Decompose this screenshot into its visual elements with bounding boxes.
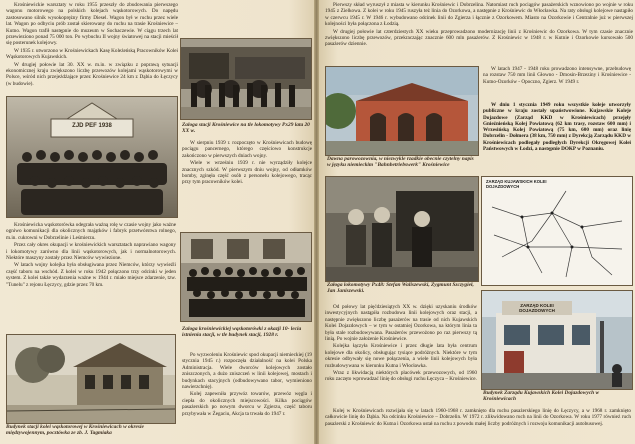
left-page bbox=[0, 0, 314, 444]
building-sign: ZARZĄD KOLEI DOJAZDOWYCH bbox=[519, 303, 555, 313]
paragraph: W latach wojny kolejka była obsługiwana przez Niemców, którzy wywieźli część taboru na wschód. Z kolei w roku 1942 połączono trzy odcinki w jeden system. Z kolei także wydarzenia ważne w 1944 r. miało miejsce zdarzenie, tzw. "Tunelu" z rejonu Łęczycy, gdzie przez 70 km. bbox=[6, 262, 176, 288]
paragraph: Od połowy lat pięćdziesiątych XX w. dzięki uzyskaniu środków inwestycyjnych nastąpiła rozbudowa linii kolejowych oraz stacji, a następnie zwiększono liczbę pasażerów na trasie od nich Kujawskich Kolei Dojazdowych – w tym w ostatniej Ozorkowa, na którym linia ta była stale rozbudowywana. Pasażerów przewożono po raz pierwszy tą linią. Po wojnie założenie Krośniewice. bbox=[325, 304, 477, 343]
caption-depot: Dawna parowozownia, w niezwykle rzadkie obecnie czytelny napis w języku niemieckim "Bahnbetriebswerk" Krośniewice bbox=[327, 156, 474, 169]
right-text-block-4 bbox=[325, 408, 631, 444]
left-text-block-2 bbox=[182, 140, 312, 224]
paragraph: W latach 1947 - 1948 roku prowadzono intensywne, przebudowę na rozstaw 750 mm linii Głowno - Dmosin-Brzeziny i Krośniewice - Kutno-Ozorków - Opoczno, Zgierz. W 1949 r. bbox=[483, 66, 631, 85]
paragraph: W drugiej połowie lat czterdziestych XX wieku przeprowadzono modernizację linii z Krośniewic do Ozorkowa. W tym czasie znacznie zwiększono liczbę przewozów, przekraczając znacznie 600 mln pasażerów. Z Krośniewic w 1948 r. w Kutnie i Ozorkowie kursowało 500 pasażerów dziennie. bbox=[325, 28, 633, 48]
locomotive-px48-crew-photo bbox=[325, 176, 479, 282]
paragraph: Wraz z likwidacją niektórych placówek przewozowych, od 1960 roku zaczęto wprowadzać linię do obsługi ruchu Łęczyca – Krośniewice. bbox=[325, 370, 477, 383]
banner-text: ZJD PEF 1938 bbox=[72, 123, 112, 129]
staff-group-photo bbox=[6, 96, 178, 218]
paragraph: Krośniewicka wąskotorówka odegrała ważną rolę w czasie wojny jako ważne ogniwo komunikacji dla okolicznych majątków i fabryk przetwórstwa rolnego, m.in. cukrowni w Dobrzelinie i Leśmierzu. bbox=[6, 222, 176, 241]
railway-network-map bbox=[481, 176, 633, 286]
paragraph: W 1935 r. utworzono w Krośniewickach Kasę Koleżeńską Pracowników Kolei Wąskotorowych Kujawskich. bbox=[6, 47, 178, 61]
caption-px48-crew: Załoga lokomotywy Px48: Stefan Waliszewski, Zygmunt Szczygieł, Jan Janiszewski. bbox=[327, 282, 474, 295]
paragraph: Pierwszy skład wyruszył z miasta w kierunku Krośniewic i Dobrzelina. Natomiast ruch pociągów pasażerskich wznowiono po wojnie w roku 1945 z Zielkowa. Z kolei w roku 1945 ruszyła też linia do Ozorkowa, a następnie z Krośniewic do Włocławka. Na raty obsługi kolejowe nastąpiło w czerwcu 1945 r. W 1946 r. wybudowano odcinek linii do Zgierza i łącznie z Ozorkowem. Miasto na Ozorkowie i Centralnie już w pierwszej kolejności była połączona z Łodzią. bbox=[325, 2, 633, 28]
left-text-block-3 bbox=[6, 222, 176, 330]
caption-locomotive-crew: Zaloga stacji Krośniewice na tle lokomotywy Px29 lata 20 XX w. bbox=[182, 122, 310, 135]
paragraph: Po wyzwoleniu Krośniewic spod okupacji niemieckiej (19 stycznia 1945 r.) rozpoczęła działalność na kolei Polska Administracja. Wiele dworców kolejowych zostało zniszczonych, a dużo zniszczeń w linii kolejowej, mostach i budynkach stacyjnych (odbudowywano tabor, wymieniono nawierzchnię). bbox=[182, 352, 312, 391]
management-building-photo bbox=[481, 290, 633, 390]
station-building-photo bbox=[6, 334, 176, 424]
anniversary-group-photo bbox=[180, 232, 312, 322]
locomotive-depot-photo bbox=[325, 66, 479, 156]
caption-station-building: Budynek stacji kolei wąskotorowej w Krośniewicach w okresie międzywojennym, pocztówka ze zb. J. Tagmiaka bbox=[6, 424, 144, 437]
paragraph: Wiele w wrześniu 1939 r. nie wyrządziły kolejce znacznych szkód. W pierwszym dniu wojny, od odłamków bomby, zginęła część osób z personelu kolejowego, tracąc przy tym pracowników kolei. bbox=[182, 160, 312, 186]
paragraph: Kolej zapewniła przywóz towarów, przewóz węgla i ciepła do okolicznych miejscowości. Kilka pociągów pasażerskich po nowym dworcu w Zgierzu, część taboru przybywała w Żegaciu, Akcja ta trwała do 1947 r. bbox=[182, 391, 312, 417]
locomotive-crew-photo bbox=[180, 38, 312, 120]
right-page bbox=[319, 0, 635, 444]
paragraph: Kolejka łączyła Krośniewice i przez długie lata była centrum kolejowe dla okolicy, obsługując tysiące podróżnych. Niektóre w tym okresie odbywały się nowe połączenia, a wiele linii kolejowych była rozbudowywana w kierunku Kutna i Włocławka. bbox=[325, 343, 477, 369]
paragraph: Krośniewickie warsztaty w roku 1955 przeszły do zbudowania pierwszego wagonu motorowego na polskich kolejach wąskotorowych. Do napędu zastosowano silnik wysokoprężny firmy Diesel. Wagon był w ruchu przez wiele lat. Wagon po odbyciu prób został skierowany do ruchu na trasie Krośniewice – Kutno. Wagon trafił następnie do muzeum w Sochaczewie. W ciągu trzech lat przewieziono ponad 75 000 ton. Po wybuchu II wojny światowej na stacji mieścił się posterunek kolejowy. bbox=[6, 2, 178, 47]
right-text-block-3 bbox=[325, 304, 477, 408]
map-title: ZARZĄD KUJAWSKICH KOLEI DOJAZDOWYCH bbox=[486, 179, 547, 189]
paragraph: W sierpniu 1939 r. rozpoczęto w Krośniewicach budowę pociągu pancernego, którego częściowo konstrukcje zakończono w pierwszych dniach wojny. bbox=[182, 140, 312, 159]
left-text-block-1 bbox=[6, 2, 178, 94]
paragraph: Przez cały okres okupacji w krośniewickich warsztatach naprawiano wagony i lokomotywy zarówno dla linii wąskotorowych, jak i normalnotorowych. Niektóre maszyny zostały przez Niemców wywiezione. bbox=[6, 242, 176, 262]
left-text-block-4 bbox=[182, 352, 312, 442]
right-text-block-2 bbox=[483, 66, 631, 102]
paragraph: W dniu 1 stycznia 1949 roku wszystkie koleje utworzyły publiczne w kraju zostały upaństwowione. Kujawskie Koleje Dojazdowe (Zarząd KKD w Krośniewicach) przejęły Gnieźnieńską Kolej Powiatową (62 km trasy, rozstaw 600 mm) i Wrzesińską Kolej Powiatową (75 km, 600 mm) oraz linię Dobrzelin - Dołmera (38 km, 750 mm) z Dyrekcją Zarządu KKD w Krośniewicach podlegały podległych Dyrekcji Okręgowej Kolei Państwowych w Łodzi, a następnie DOKP w Poznaniu. bbox=[483, 102, 631, 153]
nationalization-block bbox=[483, 102, 631, 172]
caption-anniversary: Zaloga krośniewickiej wąskotorówki z okazji 10- lecia istnienia stacji, w tle budynek stacji, 1928 r. bbox=[182, 326, 302, 339]
caption-management-building: Budynek Zarządu Kujawskich Kolei Dojazdowych w Krośniewicach bbox=[483, 390, 600, 403]
paragraph: Kolej w Krośniewicach rozwijała się w latach 1960-1968 r. zamknięto dla ruchu pasażerskiego linię do Łęczycy, a w 1968 r. zamknięto całkowicie linię do Dąbia. Na odcinku Krośniewice – Dobrzelin. W 1972 r. zlikwidowano ruch na linii do Ozorkowa. W roku 1977 również ruch pasażerski z Krośniewic do Kutna i Ozorkowa ustał na ruchu z powodu małej liczby podróżnych i rozwoju komunikacji autobusowej. bbox=[325, 408, 631, 427]
right-text-block-1 bbox=[325, 2, 633, 64]
paragraph: W drugiej połowie lat 30. XX w. m.in. w związku z poprawą sytuacji ekonomicznej kraju zwiększono liczbę przewozów kolejami wąskotorowymi w Polsce, wśród nich przejeżdżające przez Krośniewice 24 km z Dąbia do Łęczycy (w budowie). bbox=[6, 61, 178, 87]
